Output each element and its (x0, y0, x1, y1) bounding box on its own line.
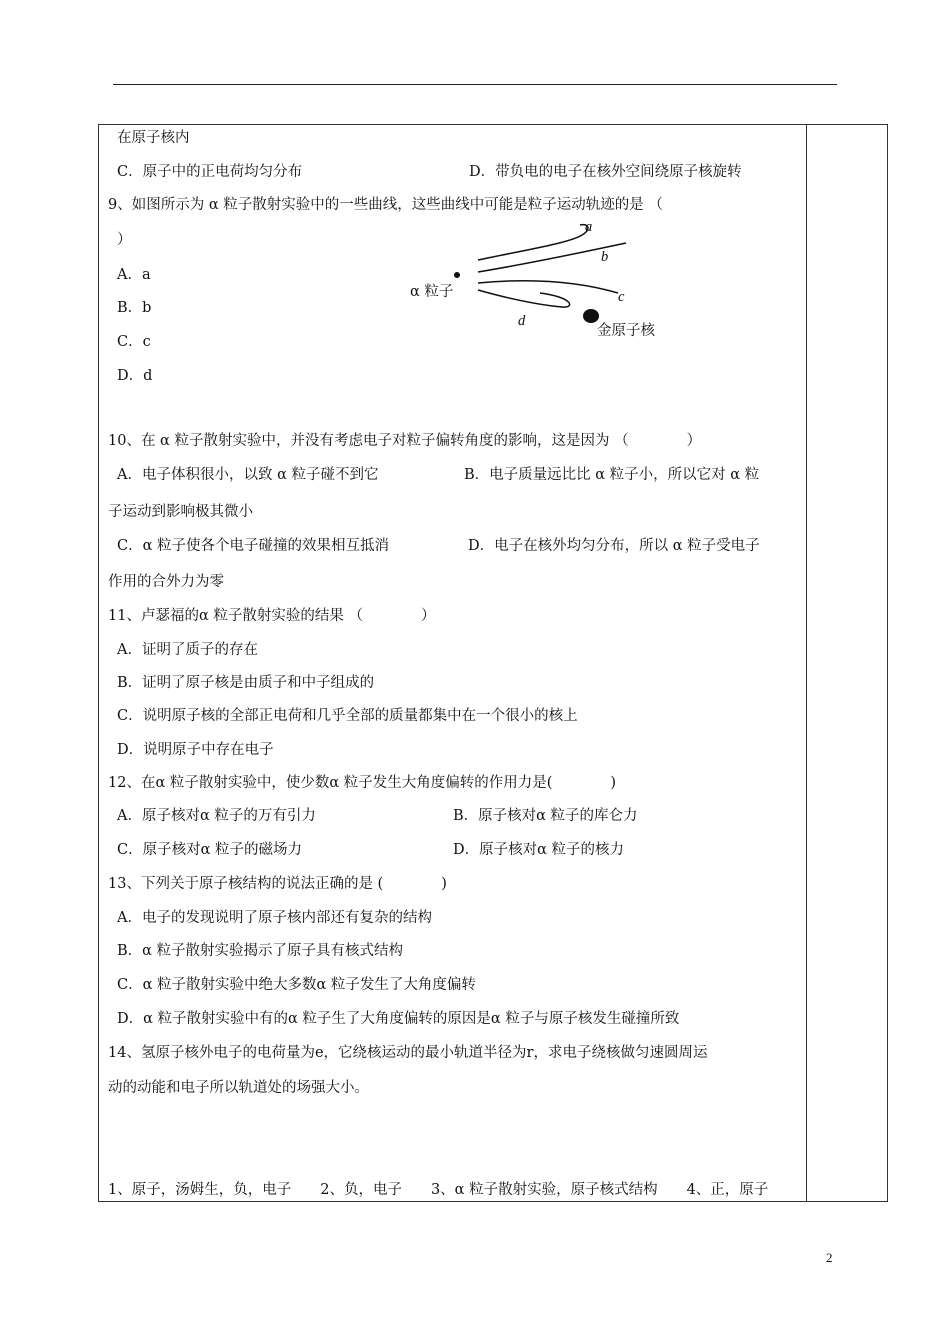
alpha-scattering-figure (400, 215, 700, 345)
q10-option-b-continued: 子运动到影响极其微小 (108, 504, 253, 520)
q9-option-b: B．b (117, 300, 152, 316)
page-number: 2 (826, 1250, 833, 1265)
q11-option-c: C．说明原子核的全部正电荷和几乎全部的质量都集中在一个很小的核上 (117, 708, 578, 724)
q13-option-b: B．α 粒子散射实验揭示了原子具有核式结构 (117, 943, 404, 959)
header-rule (113, 84, 837, 85)
q12-option-b: B．原子核对α 粒子的库仑力 (453, 808, 638, 824)
trajectory-curve-d (478, 290, 570, 307)
question-14-text-continued: 动的动能和电子所以轨道处的场强大小。 (108, 1080, 369, 1096)
question-9-text: 9、如图所示为 α 粒子散射实验中的一些曲线，这些曲线中可能是粒子运动轨迹的是 （ (108, 197, 663, 213)
question-9-bracket: ） (117, 232, 132, 248)
curve-b-label: b (601, 249, 609, 265)
q9-option-d: D．d (117, 368, 153, 384)
q11-option-d: D．说明原子中存在电子 (117, 742, 274, 758)
option-d: D．带负电的电子在核外空间绕原子核旋转 (469, 164, 742, 180)
q13-option-a: A．电子的发现说明了原子核内部还有复杂的结构 (117, 910, 432, 926)
table-column-divider (806, 124, 807, 1202)
q10-option-d: D．电子在核外均匀分布，所以 α 粒子受电子 (468, 538, 760, 554)
q13-option-d: D．α 粒子散射实验中有的α 粒子生了大角度偏转的原因是α 粒子与原子核发生碰撞所致 (117, 1011, 680, 1027)
q10-option-c: C．α 粒子使各个电子碰撞的效果相互抵消 (117, 538, 389, 554)
q10-option-a: A．电子体积很小，以致 α 粒子碰不到它 (117, 467, 379, 483)
q12-option-d: D．原子核对α 粒子的核力 (453, 842, 625, 858)
question-12-text: 12、在α 粒子散射实验中，使少数α 粒子发生大角度偏转的作用力是( ) (108, 775, 617, 791)
continued-option-text: 在原子核内 (117, 130, 190, 146)
q9-option-c: C．c (117, 334, 151, 350)
gold-nucleus-label: 金原子核 (597, 323, 655, 339)
q13-option-c: C．α 粒子散射实验中绝大多数α 粒子发生了大角度偏转 (117, 977, 476, 993)
q11-option-a: A．证明了质子的存在 (117, 642, 258, 658)
question-13-text: 13、下列关于原子核结构的说法正确的是 ( ) (108, 876, 447, 892)
answer-key: 1、原子，汤姆生，负，电子 2、负，电子 3、α 粒子散射实验，原子核式结构 4、正，原子 (108, 1182, 769, 1198)
q10-option-d-continued: 作用的合外力为零 (108, 574, 224, 590)
q12-option-c: C．原子核对α 粒子的磁场力 (117, 842, 302, 858)
question-10-text: 10、在 α 粒子散射实验中，并没有考虑电子对粒子偏转角度的影响，这是因为 （ ） (108, 433, 702, 449)
alpha-particle-dot (454, 272, 460, 278)
alpha-particle-label: α 粒子 (410, 284, 454, 300)
question-11-text: 11、卢瑟福的α 粒子散射实验的结果 （ ） (108, 608, 436, 624)
q10-option-b: B．电子质量远比比 α 粒子小，所以它对 α 粒 (464, 467, 760, 483)
trajectory-curve-c (478, 281, 618, 293)
q9-option-a: A．a (117, 267, 151, 283)
question-14-text: 14、氢原子核外电子的电荷量为e，它绕核运动的最小轨道半径为r，求电子绕核做匀速圆周运 (108, 1045, 708, 1061)
curve-d-label: d (518, 313, 526, 329)
option-c: C．原子中的正电荷均匀分布 (117, 164, 303, 180)
q11-option-b: B．证明了原子核是由质子和中子组成的 (117, 675, 375, 691)
q12-option-a: A．原子核对α 粒子的万有引力 (117, 808, 316, 824)
curve-c-label: c (618, 289, 625, 305)
curve-a-label: a (585, 219, 593, 235)
